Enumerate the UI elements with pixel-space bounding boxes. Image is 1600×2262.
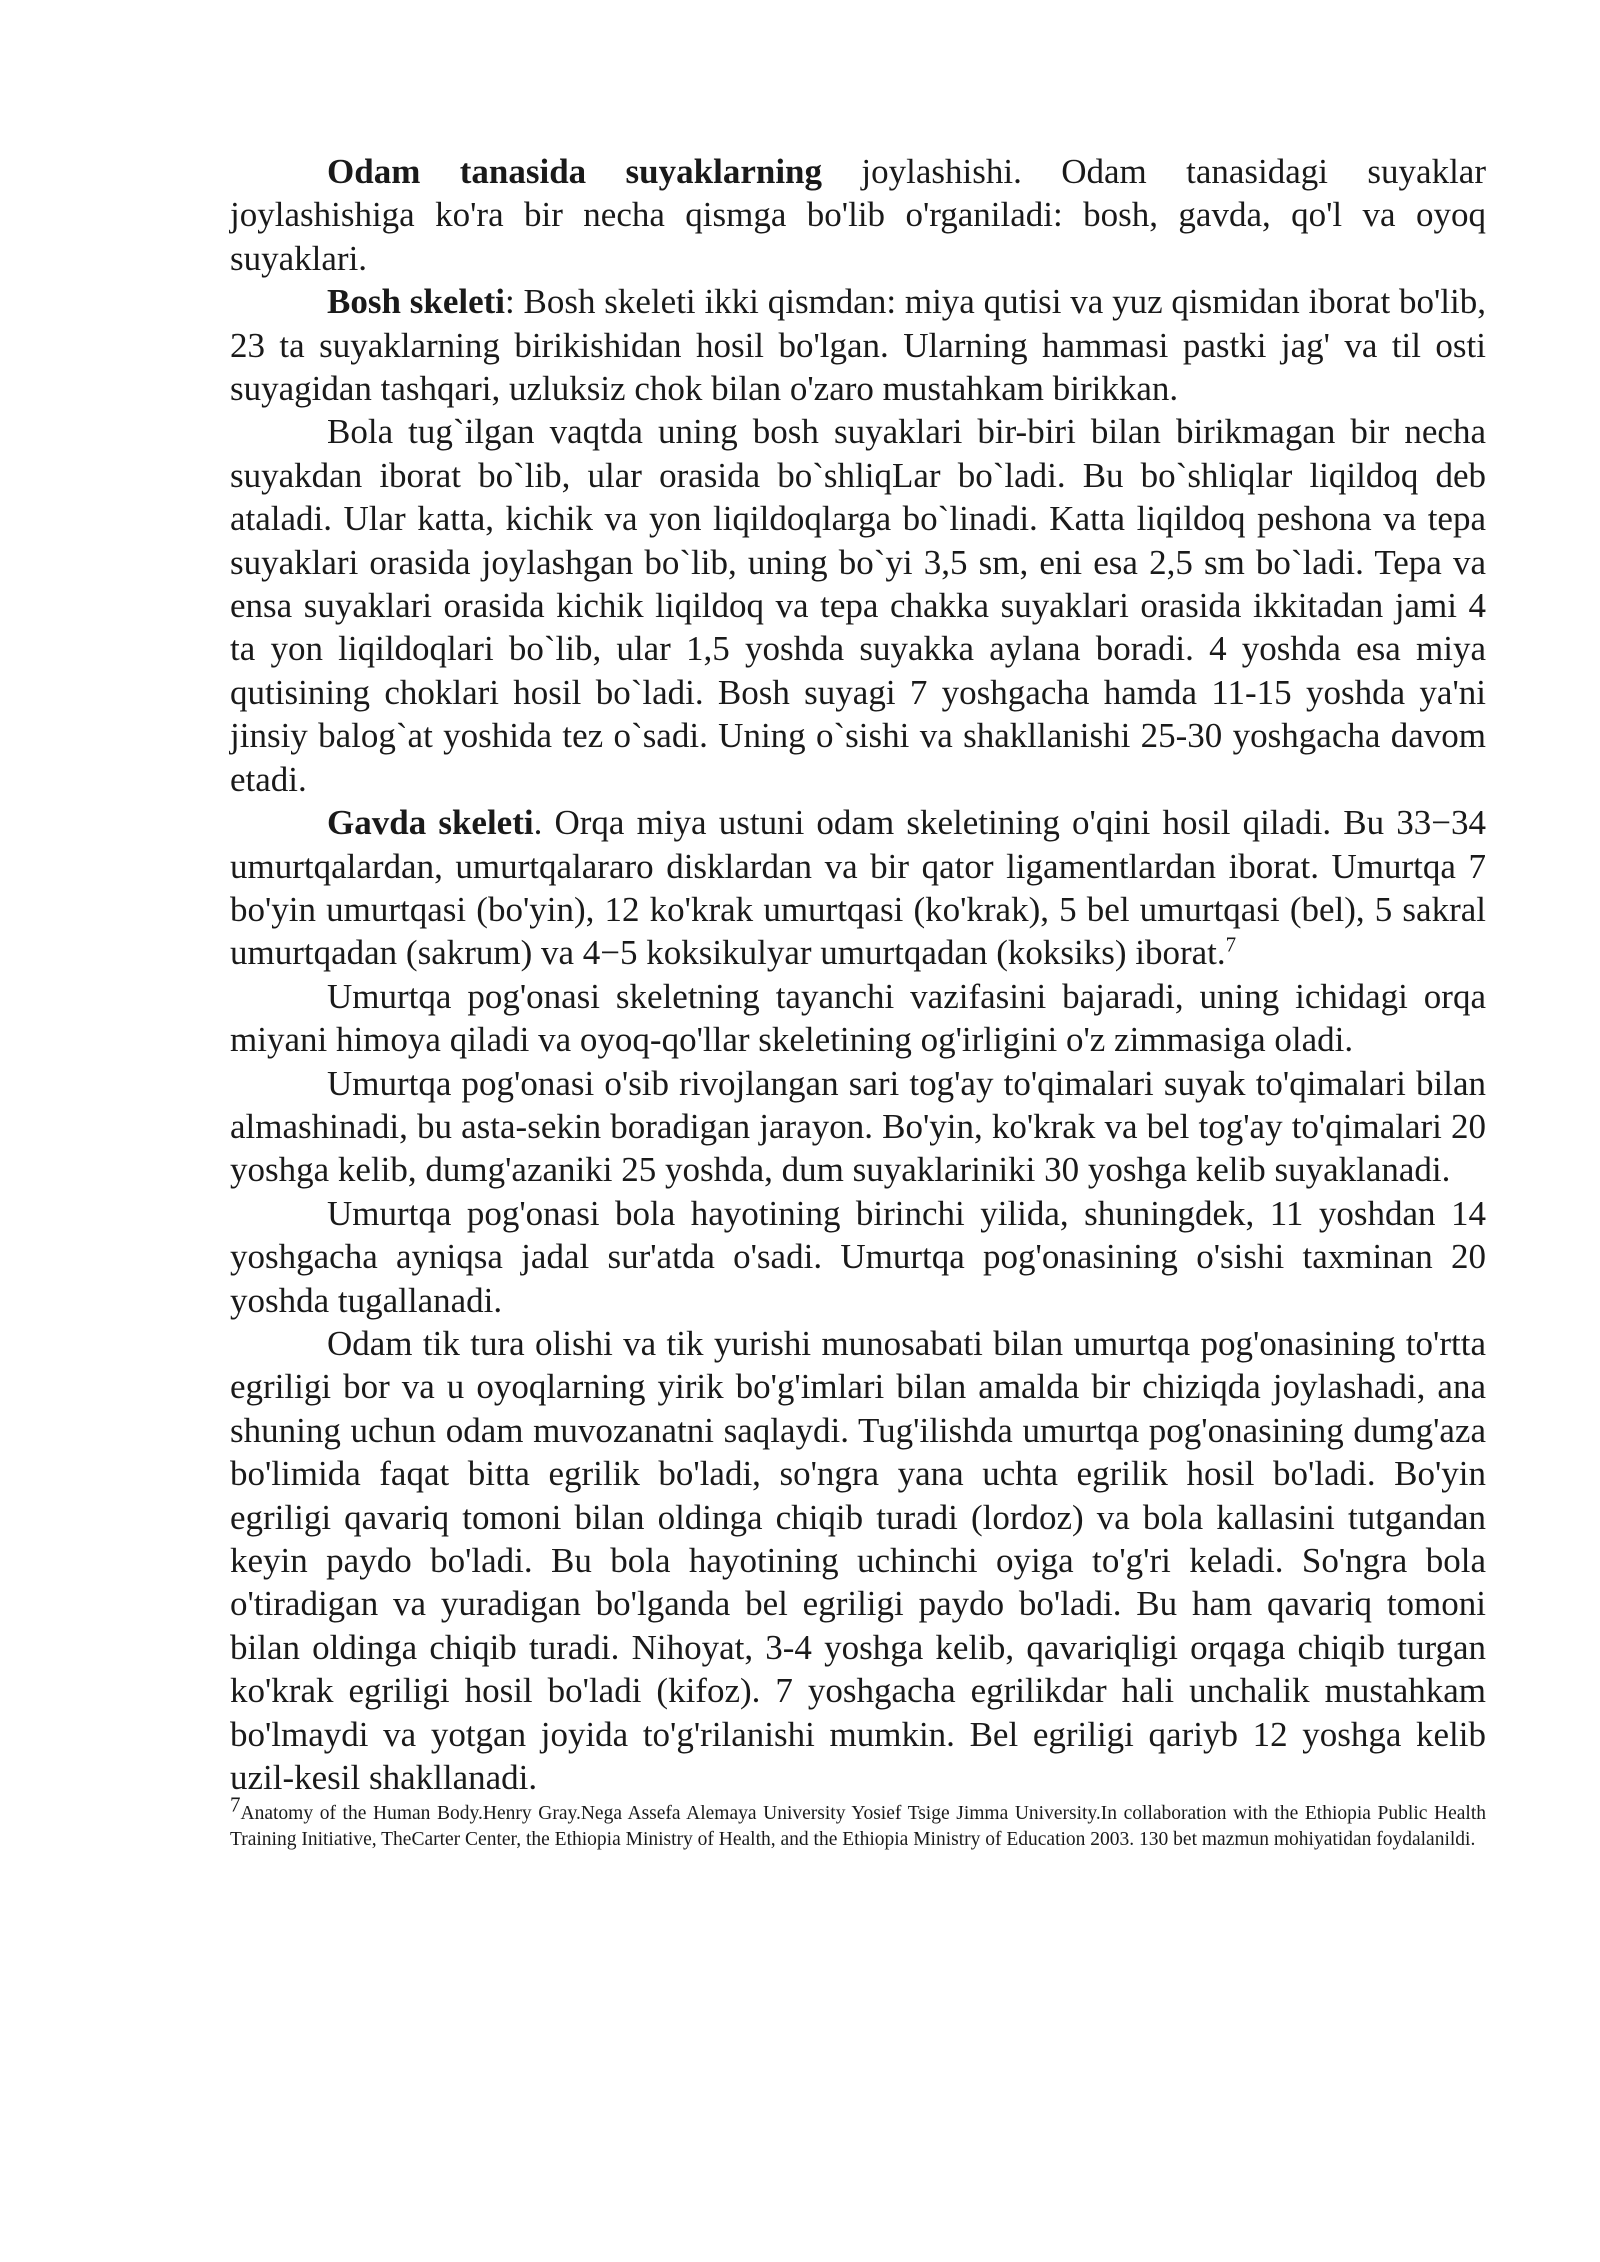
- paragraph-head-skeleton: [230, 280, 1486, 410]
- paragraph-text: joylashishi. Odam tanasidagi suyaklar joylashishiga ko'ra bir necha qismga bo'lib o'rganiladi: bosh, gavda, qo'l va oyoq suyaklari.: [230, 152, 1486, 278]
- paragraph-text: Umurtqa pog'onasi bola hayotining birinchi yilida, shuningdek, 11 yoshdan 14 yoshgacha ayniqsa jadal sur'atda o'sadi. Umurtqa pog'onasining o'sishi taxminan 20 yoshda tugallanadi.: [230, 1193, 1486, 1320]
- paragraph-trunk-skeleton: [230, 801, 1486, 975]
- footnote: [230, 1792, 1486, 1853]
- footnote-reference[interactable]: 7: [1225, 932, 1237, 957]
- paragraph-bone-placement: [230, 150, 1486, 280]
- paragraph-spine-growth: [230, 1192, 1486, 1322]
- paragraph-text: Umurtqa pog'onasi skeletning tayanchi vazifasini bajaradi, uning ichidagi orqa miyani himoya qiladi va oyoq-qo'llar skeletining og'irligini o'z zimmasiga oladi.: [230, 976, 1486, 1060]
- paragraph-spine-function: [230, 975, 1486, 1062]
- paragraph-text: Bola tug`ilgan vaqtda uning bosh suyaklari bir-biri bilan birikmagan bir necha suyakdan iborat bo`lib, ular orasida bo`shliqLar bo`ladi. Bu bo`shliqlar liqildoq deb ataladi. Ular katta, kichik va yon liqildoqlarga bo`linadi. Katta liqildoq peshona va tepa suyaklari orasida joylashgan bo`lib, uning bo`yi 3,5 sm, eni esa 2,5 sm bo`ladi. Tepa va ensa suyaklari orasida kichik liqildoq va tepa chakka suyaklari orasida ikkitadan jami 4 ta yon liqildoqlari bo`lib, ular 1,5 yoshda suyakka aylana boradi. 4 yoshda esa miya qutisining choklari hosil bo`ladi. Bosh suyagi 7 yoshgacha hamda 11-15 yoshda ya'ni jinsiy balog`at yoshida tez o`sadi. Uning o`sishi va shakllanishi 25-30 yoshgacha davom etadi.: [230, 412, 1486, 799]
- paragraph-text: . Orqa miya ustuni odam skeletining o'qini hosil qiladi. Bu 33−34 umurtqalardan, umurtqalararo disklardan va bir qator ligamentlardan iborat. Umurtqa 7 bo'yin umurtqasi (bo'yin), 12 ko'krak umurtqasi (ko'krak), 5 bel umurtqasi (bel), 5 sakral umurtqadan (sakrum) va 4−5 koksikulyar umurtqadan (koksiks) iborat.: [230, 803, 1486, 973]
- paragraph-spine-ossification: [230, 1062, 1486, 1192]
- footnote-number: 7: [230, 1792, 241, 1817]
- paragraph-text: : Bosh skeleti ikki qismdan: miya qutisi va yuz qismidan iborat bo'lib, 23 ta suyaklarning birikishidan hosil bo'lgan. Ularning hammasi pastki jag' va til osti suyagidan tashqari, uzluksiz chok bilan o'zaro mustahkam birikkan.: [230, 282, 1486, 409]
- heading-head-skeleton: Bosh skeleti: [327, 282, 505, 322]
- paragraph-spine-curvature: [230, 1322, 1486, 1799]
- heading-bone-placement: Odam tanasida suyaklarning: [327, 152, 823, 191]
- heading-trunk-skeleton: Gavda skeleti: [327, 803, 534, 843]
- footnote-text: Anatomy of the Human Body.Henry Gray.Nega Assefa Alemaya University Yosief Tsige Jimma University.In collaboration with the Ethiopia Public Health Training Initiative, TheCarter Center, the Ethiopia Ministry of Health, and the Ethiopia Ministry of Education 2003. 130 bet mazmun mohiyatidan foydalanildi.: [230, 1803, 1486, 1851]
- paragraph-text: Umurtqa pog'onasi o'sib rivojlangan sari tog'ay to'qimalari suyak to'qimalari bilan almashinadi, bu asta-sekin boradigan jarayon. Bo'yin, ko'krak va bel tog'ay to'qimalari 20 yoshga kelib, dumg'azaniki 25 yoshda, dum suyaklariniki 30 yoshga kelib suyaklanadi.: [230, 1063, 1486, 1190]
- paragraph-fontanelles: [230, 410, 1486, 801]
- paragraph-text: Odam tik tura olishi va tik yurishi munosabati bilan umurtqa pog'onasining to'rtta egriligi bor va u oyoqlarning yirik bo'g'imlari bilan amalda bir chiziqda joylashadi, ana shuning uchun odam muvozanatni saqlaydi. Tug'ilishda umurtqa pog'onasining dumg'aza bo'limida faqat bitta egrilik bo'ladi, so'ngra yana uchta egrilik hosil bo'ladi. Bo'yin egriligi qavariq tomoni bilan oldinga chiqib turadi (lordoz) va bola kallasini tutgandan keyin paydo bo'ladi. Bu bola hayotining uchinchi oyiga to'g'ri keladi. So'ngra bola o'tiradigan va yuradigan bo'lganda bel egriligi paydo bo'ladi. Bu ham qavariq tomoni bilan oldinga chiqib turadi. Nihoyat, 3-4 yoshga kelib, qavariqligi orqaga chiqib turgan ko'krak egriligi hosil bo'ladi (kifoz). 7 yoshgacha egrilikdar hali unchalik mustahkam bo'lmaydi va yotgan joyida to'g'rilanishi mumkin. Bel egriligi qariyb 12 yoshga kelib uzil-kesil shakllanadi.: [230, 1323, 1486, 1798]
- document-page: [230, 150, 1486, 1853]
